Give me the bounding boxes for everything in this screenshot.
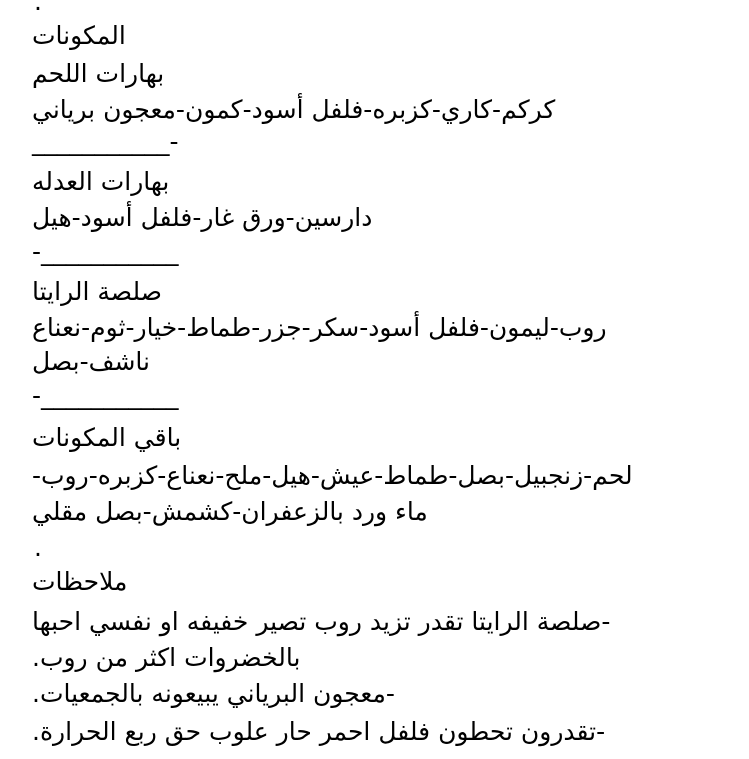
lentil-spices-heading: بهارات العدله <box>32 167 170 196</box>
note-3: -تقدرون تحطون فلفل احمر حار علوب حق ربع الحرارة. <box>32 717 606 746</box>
note-1-line-2: بالخضروات اكثر من روب. <box>32 643 301 672</box>
rest-ingredients-line-1: لحم-زنجبيل-بصل-طماط-عيش-هيل-ملح-نعناع-كزبره-روب- <box>32 461 633 490</box>
meat-spices-list: كركم-كاري-كزبره-فلفل أسود-كمون-معجون برياني <box>32 95 556 124</box>
ingredients-heading: المكونات <box>32 21 126 50</box>
separator-3: ___________- <box>32 381 179 410</box>
raita-heading: صلصة الرايتا <box>32 277 162 306</box>
raita-list-line-1: روب-ليمون-فلفل أسود-سكر-جزر-طماط-خيار-ثوم-نعناع <box>32 313 607 342</box>
rest-ingredients-line-2: ماء ورد بالزعفران-كشمش-بصل مقلي <box>32 497 428 526</box>
mid-dot: . <box>34 533 42 562</box>
rest-ingredients-heading: باقي المكونات <box>32 423 182 452</box>
separator-2: ___________- <box>32 237 179 266</box>
separator-1: -___________ <box>32 127 179 156</box>
lentil-spices-list: دارسين-ورق غار-فلفل أسود-هيل <box>32 203 373 232</box>
note-2: -معجون البرياني يبيعونه بالجمعيات. <box>32 679 395 708</box>
notes-heading: ملاحظات <box>32 567 128 596</box>
meat-spices-heading: بهارات اللحم <box>32 59 165 88</box>
raita-list-line-2: ناشف-بصل <box>32 347 150 376</box>
note-1-line-1: -صلصة الرايتا تقدر تزيد روب تصير خفيفه او نفسي احبها <box>32 607 611 636</box>
top-dot: . <box>34 0 42 16</box>
